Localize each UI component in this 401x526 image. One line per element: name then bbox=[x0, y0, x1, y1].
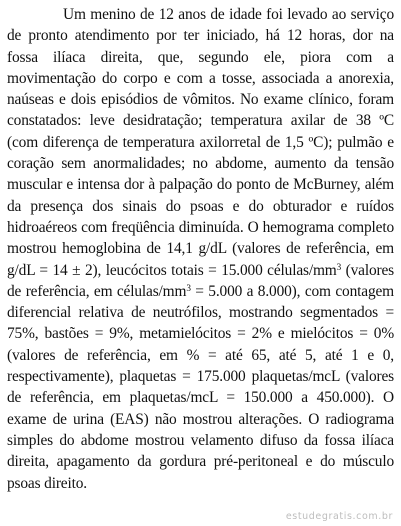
paragraph-text-part-3: = 5.000 a 8.000), com contagem diferencial relativa de neutrófilos, mostrando segmentados = 75%, bastões = 9%, metamielócitos = 2% e mielócitos = 0% (valores de referência, em % = até 65, até 5, até 1 e 0, respectivamente), plaquetas = 175.000 plaquetas/mcL (valores de referência, em plaquetas/mcL = 150.000 a 450.000). O exame de urina (EAS) não mostrou alterações. O radiograma simples do abdome mostrou velamento difuso da fossa ilíaca direita, apagamento da gordura pré-peritoneal e do músculo psoas direito. bbox=[7, 282, 394, 492]
superscript-cubed-2: 3 bbox=[186, 282, 191, 293]
superscript-cubed-1: 3 bbox=[336, 261, 342, 272]
paragraph-text-part-2: (valores de referência, em células/mm bbox=[7, 261, 394, 300]
site-watermark: estudegratis.com.br bbox=[285, 511, 393, 522]
paragraph-text-part-1: Um menino de 12 anos de idade foi levado ao serviço de pronto atendimento por ter iniciado, há 12 horas, dor na fossa ilíaca direita, que, segundo ele, piora com a movimentação do corpo e com a tosse, associada a anorexia, naúseas e dois episódios de vômitos. No exame clínico, foram constatados: leve desidratação; temperatura axilar de 38 ºC (com diferença de temperatura axilorretal de 1,5 ºC); pulmão e coração sem anormalidades; no abdome, aumento da tensão muscular e intensa dor à palpação do ponto de McBurney, além da presença dos sinais do psoas e do obturador e ruídos hidroaéreos com freqüência diminuída. O hemograma completo mostrou hemoglobina de 14,1 g/dL (valores de referência, em g/dL = 14 ± 2), leucócitos totais = 15.000 células/mm bbox=[7, 6, 394, 279]
case-paragraph bbox=[7, 4, 394, 494]
